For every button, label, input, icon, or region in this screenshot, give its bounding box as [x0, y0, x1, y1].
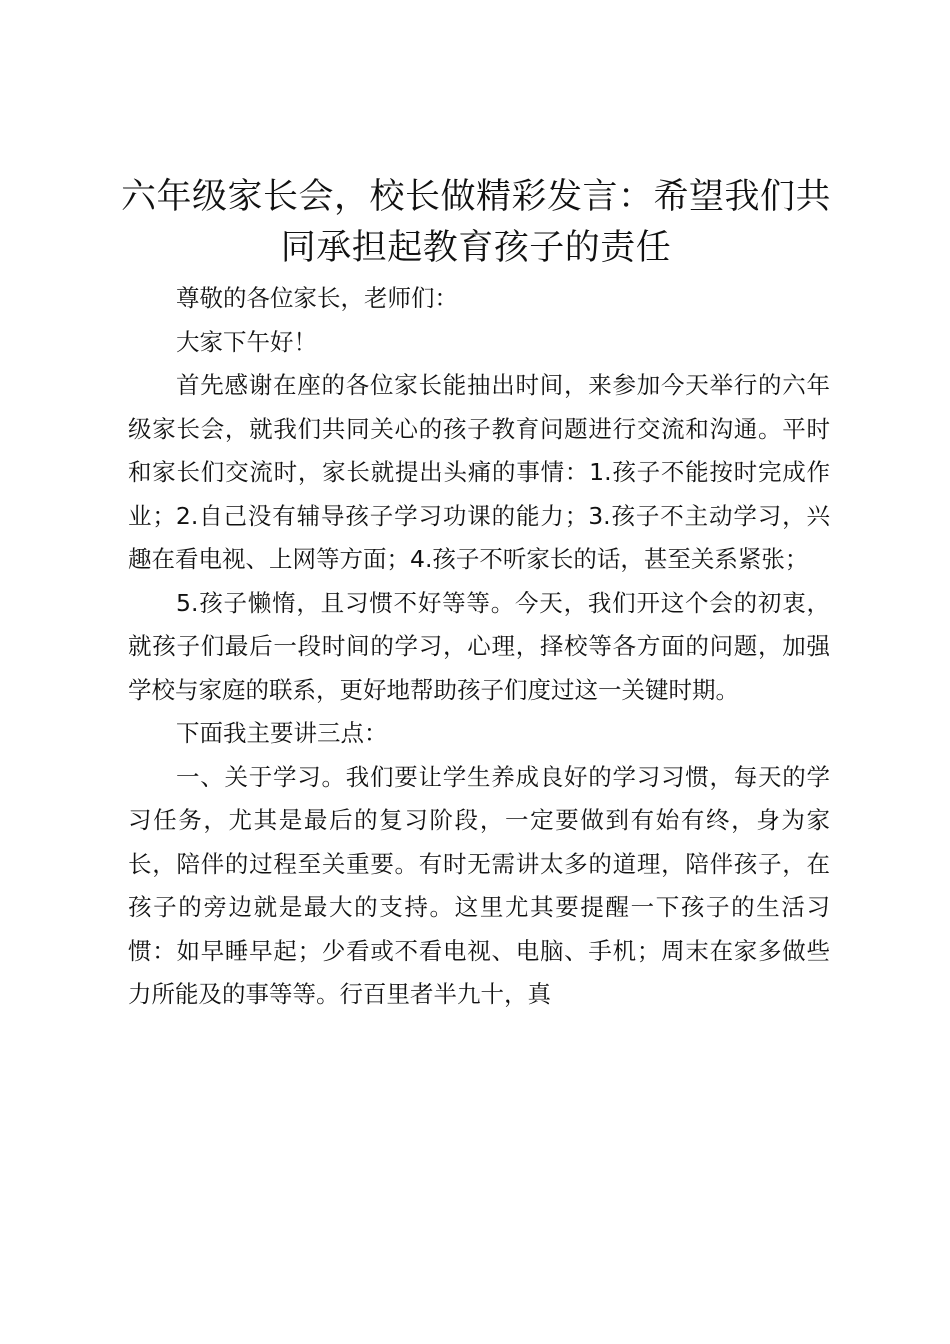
salutation-paragraph: 大家下午好！ — [176, 327, 317, 356]
intro-paragraph: 首先感谢在座的各位家长能抽出时间，来参加今天举行的六年级家长会，就我们共同关心的孩子教育问题进行交流和沟通。平时和家长们交流时，家长就提出头痛的事情：1.孩子不能按时完成作业；2.自己没有辅导孩子学习功课的能力；3.孩子不主动学习，兴趣在看电视、上网等方面；4.孩子不听家长的话，甚至关系紧张； — [128, 371, 830, 573]
document-title: 六年级家长会，校长做精彩发言：希望我们共同承担起教育孩子的责任 — [120, 177, 831, 268]
document-body — [128, 277, 830, 1017]
outline-paragraph: 下面我主要讲三点： — [176, 719, 388, 747]
purpose-paragraph: 5.孩子懒惰，且习惯不好等等。今天，我们开这个会的初衷，就孩子们最后一段时间的学习，心理，择校等各方面的问题，加强学校与家庭的联系，更好地帮助孩子们度过这一关键时期。 — [128, 588, 830, 704]
greeting-paragraph: 尊敬的各位家长，老师们： — [176, 284, 458, 312]
study-section-paragraph: 一、关于学习。我们要让学生养成良好的学习习惯，每天的学习任务，尤其是最后的复习阶段，一定要做到有始有终，身为家长，陪伴的过程至关重要。有时无需讲太多的道理，陪伴孩子，在孩子的旁边就是最大的支持。这里尤其要提醒一下孩子的生活习惯：如早睡早起；少看或不看电视、电脑、手机；周末在家多做些力所能及的事等等。行百里者半九十，真 — [128, 762, 830, 1008]
